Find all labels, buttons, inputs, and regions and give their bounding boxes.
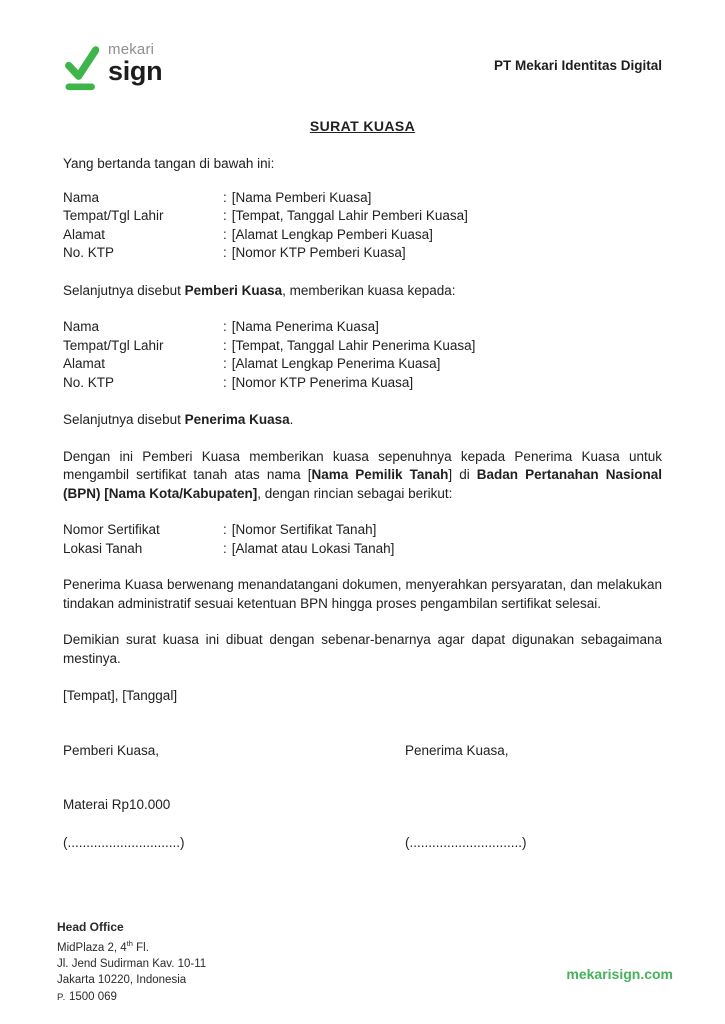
colon: : <box>223 319 227 334</box>
colon: : <box>223 226 227 242</box>
field-label: Nama <box>63 189 100 205</box>
field-label: Tempat/Tgl Lahir <box>63 208 164 223</box>
colon: : <box>223 522 227 538</box>
field-value: [Tempat, Tanggal Lahir Pemberi Kuasa] <box>231 208 468 223</box>
colon: : <box>223 337 227 353</box>
grantor-note: Selanjutnya disebut Pemberi Kuasa, memberikan kuasa kepada: <box>63 282 456 298</box>
colon: : <box>223 245 227 260</box>
place-date-line: [Tempat], [Tanggal] <box>63 687 178 703</box>
field-value: [Tempat, Tanggal Lahir Penerima Kuasa] <box>231 337 476 353</box>
field-row <box>63 521 662 540</box>
field-row <box>63 244 662 263</box>
field-value: [Alamat atau Lokasi Tanah] <box>231 540 395 556</box>
field-row <box>63 318 662 337</box>
field-label: Lokasi Tanah <box>63 540 143 556</box>
field-label: Alamat <box>63 226 106 242</box>
colon: : <box>223 374 227 390</box>
footer-office-block <box>57 919 206 1006</box>
field-value: [Alamat Lengkap Penerima Kuasa] <box>231 356 441 371</box>
field-row <box>63 374 662 393</box>
field-row <box>63 189 662 208</box>
grantee-fields <box>63 318 662 392</box>
signature-titles-row <box>63 742 662 761</box>
document-header <box>63 42 662 106</box>
grantee-signature-line: (..............................) <box>405 835 527 851</box>
colon: : <box>223 356 227 371</box>
grantee-signature-title: Penerima Kuasa, <box>405 743 509 759</box>
brand-name-sign: sign <box>108 56 163 86</box>
field-row <box>63 355 662 374</box>
authorization-paragraph: Dengan ini Pemberi Kuasa memberikan kuasa sepenuhnya kepada Penerima Kuasa untuk mengambil sertifikat tanah atas nama [Nama Pemilik Tanah] di Badan Pertanahan Nasional (BPN) [Nama Kota/Kabupaten], dengan rincian sebagai berikut: <box>63 448 662 501</box>
grantor-signature-title: Pemberi Kuasa, <box>63 743 160 759</box>
checkmark-icon <box>63 42 99 92</box>
field-value: [Nomor KTP Penerima Kuasa] <box>231 374 414 390</box>
field-value: [Alamat Lengkap Pemberi Kuasa] <box>231 226 433 242</box>
field-row <box>63 226 662 245</box>
office-address-line: MidPlaza 2, 4th Fl. <box>57 938 149 954</box>
field-value: [Nomor KTP Pemberi Kuasa] <box>231 245 406 260</box>
field-value: [Nama Pemberi Kuasa] <box>231 189 372 205</box>
field-value: [Nomor Sertifikat Tanah] <box>231 522 377 538</box>
grantor-fields <box>63 189 662 263</box>
colon: : <box>223 189 227 205</box>
authority-scope-paragraph: Penerima Kuasa berwenang menandatangani dokumen, menyerahkan persyaratan, dan melakukan tindakan administratif sesuai ketentuan BPN hingga proses pengambilan sertifikat selesai. <box>63 577 662 611</box>
intro-line: Yang bertanda tangan di bawah ini: <box>63 156 275 171</box>
field-label: No. KTP <box>63 245 115 260</box>
logo-wordmark <box>108 42 162 85</box>
document-title: SURAT KUASA <box>309 118 416 134</box>
certificate-fields <box>63 521 662 558</box>
mekari-sign-logo <box>63 42 162 92</box>
grantee-note: Selanjutnya disebut Penerima Kuasa. <box>63 412 294 427</box>
field-label: Nomor Sertifikat <box>63 522 160 538</box>
field-row <box>63 540 662 559</box>
field-label: No. KTP <box>63 374 115 390</box>
website-link[interactable]: mekarisign.com <box>566 966 673 982</box>
field-value: [Nama Penerima Kuasa] <box>231 319 379 334</box>
closing-paragraph: Demikian surat kuasa ini dibuat dengan sebenar-benarnya agar dapat digunakan sebagaimana mestinya. <box>63 632 662 667</box>
office-title: Head Office <box>57 920 124 934</box>
grantor-signature-line: (..............................) <box>63 835 185 851</box>
field-row <box>63 207 662 226</box>
office-address-line: Jl. Jend Sudirman Kav. 10-11 <box>57 957 207 970</box>
signature-lines-row <box>63 834 662 853</box>
field-label: Tempat/Tgl Lahir <box>63 337 164 353</box>
colon: : <box>223 540 227 556</box>
stamp-duty-note: Materai Rp10.000 <box>63 796 171 812</box>
field-label: Nama <box>63 319 100 334</box>
brand-name-mekari: mekari <box>108 41 155 58</box>
office-phone: P. 1500 069 <box>57 990 117 1003</box>
field-row <box>63 337 662 356</box>
company-name: PT Mekari Identitas Digital <box>493 58 662 73</box>
field-label: Alamat <box>63 356 106 371</box>
office-address-line: Jakarta 10220, Indonesia <box>57 974 187 987</box>
colon: : <box>223 208 227 223</box>
